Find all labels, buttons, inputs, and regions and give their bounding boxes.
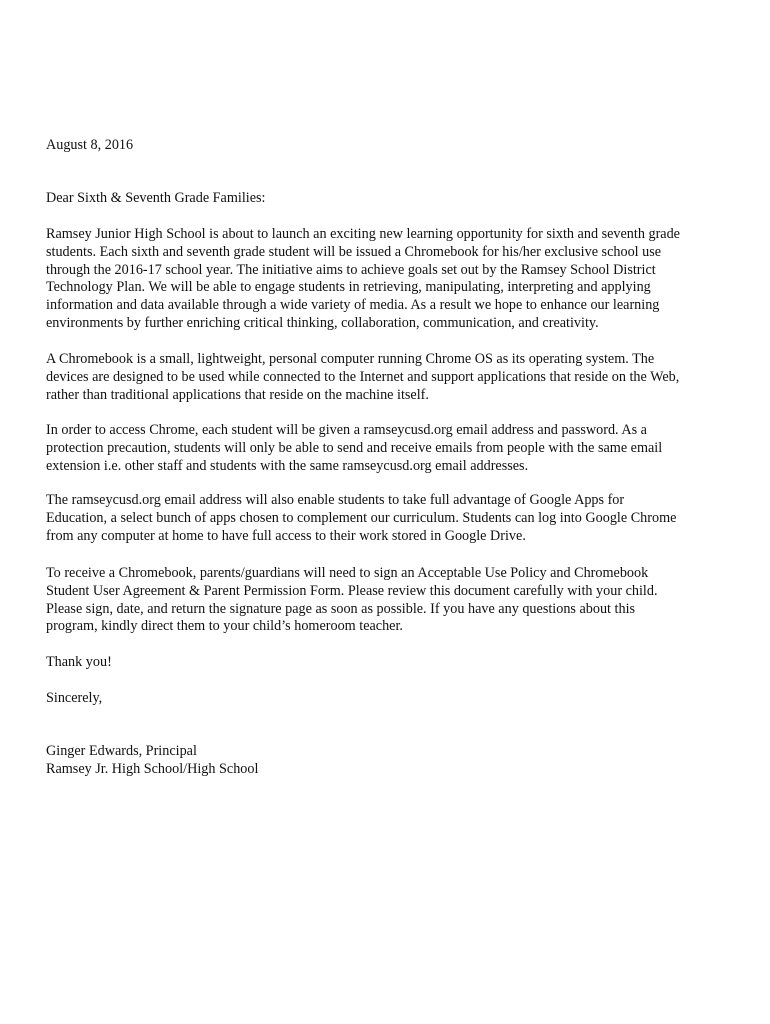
- paragraph-line: A Chromebook is a small, lightweight, personal computer running Chrome OS as its operating system. The: [46, 351, 655, 367]
- letter-date: August 8, 2016: [46, 137, 134, 153]
- paragraph-line: through the 2016-17 school year. The initiative aims to achieve goals set out by the Ramsey School District: [46, 261, 656, 278]
- paragraph-line: program, kindly direct them to your child’s homeroom teacher.: [46, 618, 403, 635]
- paragraph-email-access: [46, 422, 736, 475]
- letter-thanks: Thank you!: [46, 654, 112, 670]
- signer-school: Ramsey Jr. High School/High School: [46, 760, 259, 777]
- paragraph-line: extension i.e. other staff and students with the same ramseycusd.org email addresses.: [46, 457, 529, 474]
- paragraph-line: Ramsey Junior High School is about to launch an exciting new learning opportunity for sixth and seventh grade: [46, 226, 680, 242]
- paragraph-line: In order to access Chrome, each student will be given a ramseycusd.org email address and password. As a: [46, 422, 647, 438]
- letter-salutation: Dear Sixth & Seventh Grade Families:: [46, 190, 266, 206]
- paragraph-line: information and data available through a wide variety of media. As a result we hope to enhance our learning: [46, 297, 660, 314]
- paragraph-line: devices are designed to be used while connected to the Internet and support applications that reside on the Web,: [46, 368, 680, 385]
- paragraph-line: rather than traditional applications that reside on the machine itself.: [46, 386, 429, 403]
- paragraph-line: environments by further enriching critical thinking, collaboration, communication, and creativity.: [46, 314, 599, 331]
- paragraph-google-apps: [46, 492, 736, 545]
- paragraph-line: The ramseycusd.org email address will also enable students to take full advantage of Google Apps for: [46, 492, 625, 508]
- paragraph-line: Student User Agreement & Parent Permission Form. Please review this document carefully with your child.: [46, 582, 658, 599]
- letter-signature: [46, 743, 736, 779]
- paragraph-chromebook-description: [46, 351, 736, 404]
- paragraph-line: Education, a select bunch of apps chosen to complement our curriculum. Students can log into Google Chrome: [46, 509, 677, 526]
- letter-closing: Sincerely,: [46, 690, 103, 706]
- paragraph-permission-form: [46, 565, 736, 636]
- paragraph-line: from any computer at home to have full access to their work stored in Google Drive.: [46, 527, 526, 544]
- paragraph-line: students. Each sixth and seventh grade student will be issued a Chromebook for his/her exclusive school use: [46, 243, 662, 260]
- paragraph-line: To receive a Chromebook, parents/guardians will need to sign an Acceptable Use Policy and Chromebook: [46, 565, 649, 581]
- paragraph-chromebook-initiative: [46, 226, 736, 333]
- signer-name: Ginger Edwards, Principal: [46, 743, 197, 759]
- paragraph-line: Please sign, date, and return the signature page as soon as possible. If you have any questions about this: [46, 600, 636, 617]
- paragraph-line: Technology Plan. We will be able to engage students in retrieving, manipulating, interpreting and applying: [46, 279, 651, 296]
- paragraph-line: protection precaution, students will only be able to send and receive emails from people with the same email: [46, 439, 663, 456]
